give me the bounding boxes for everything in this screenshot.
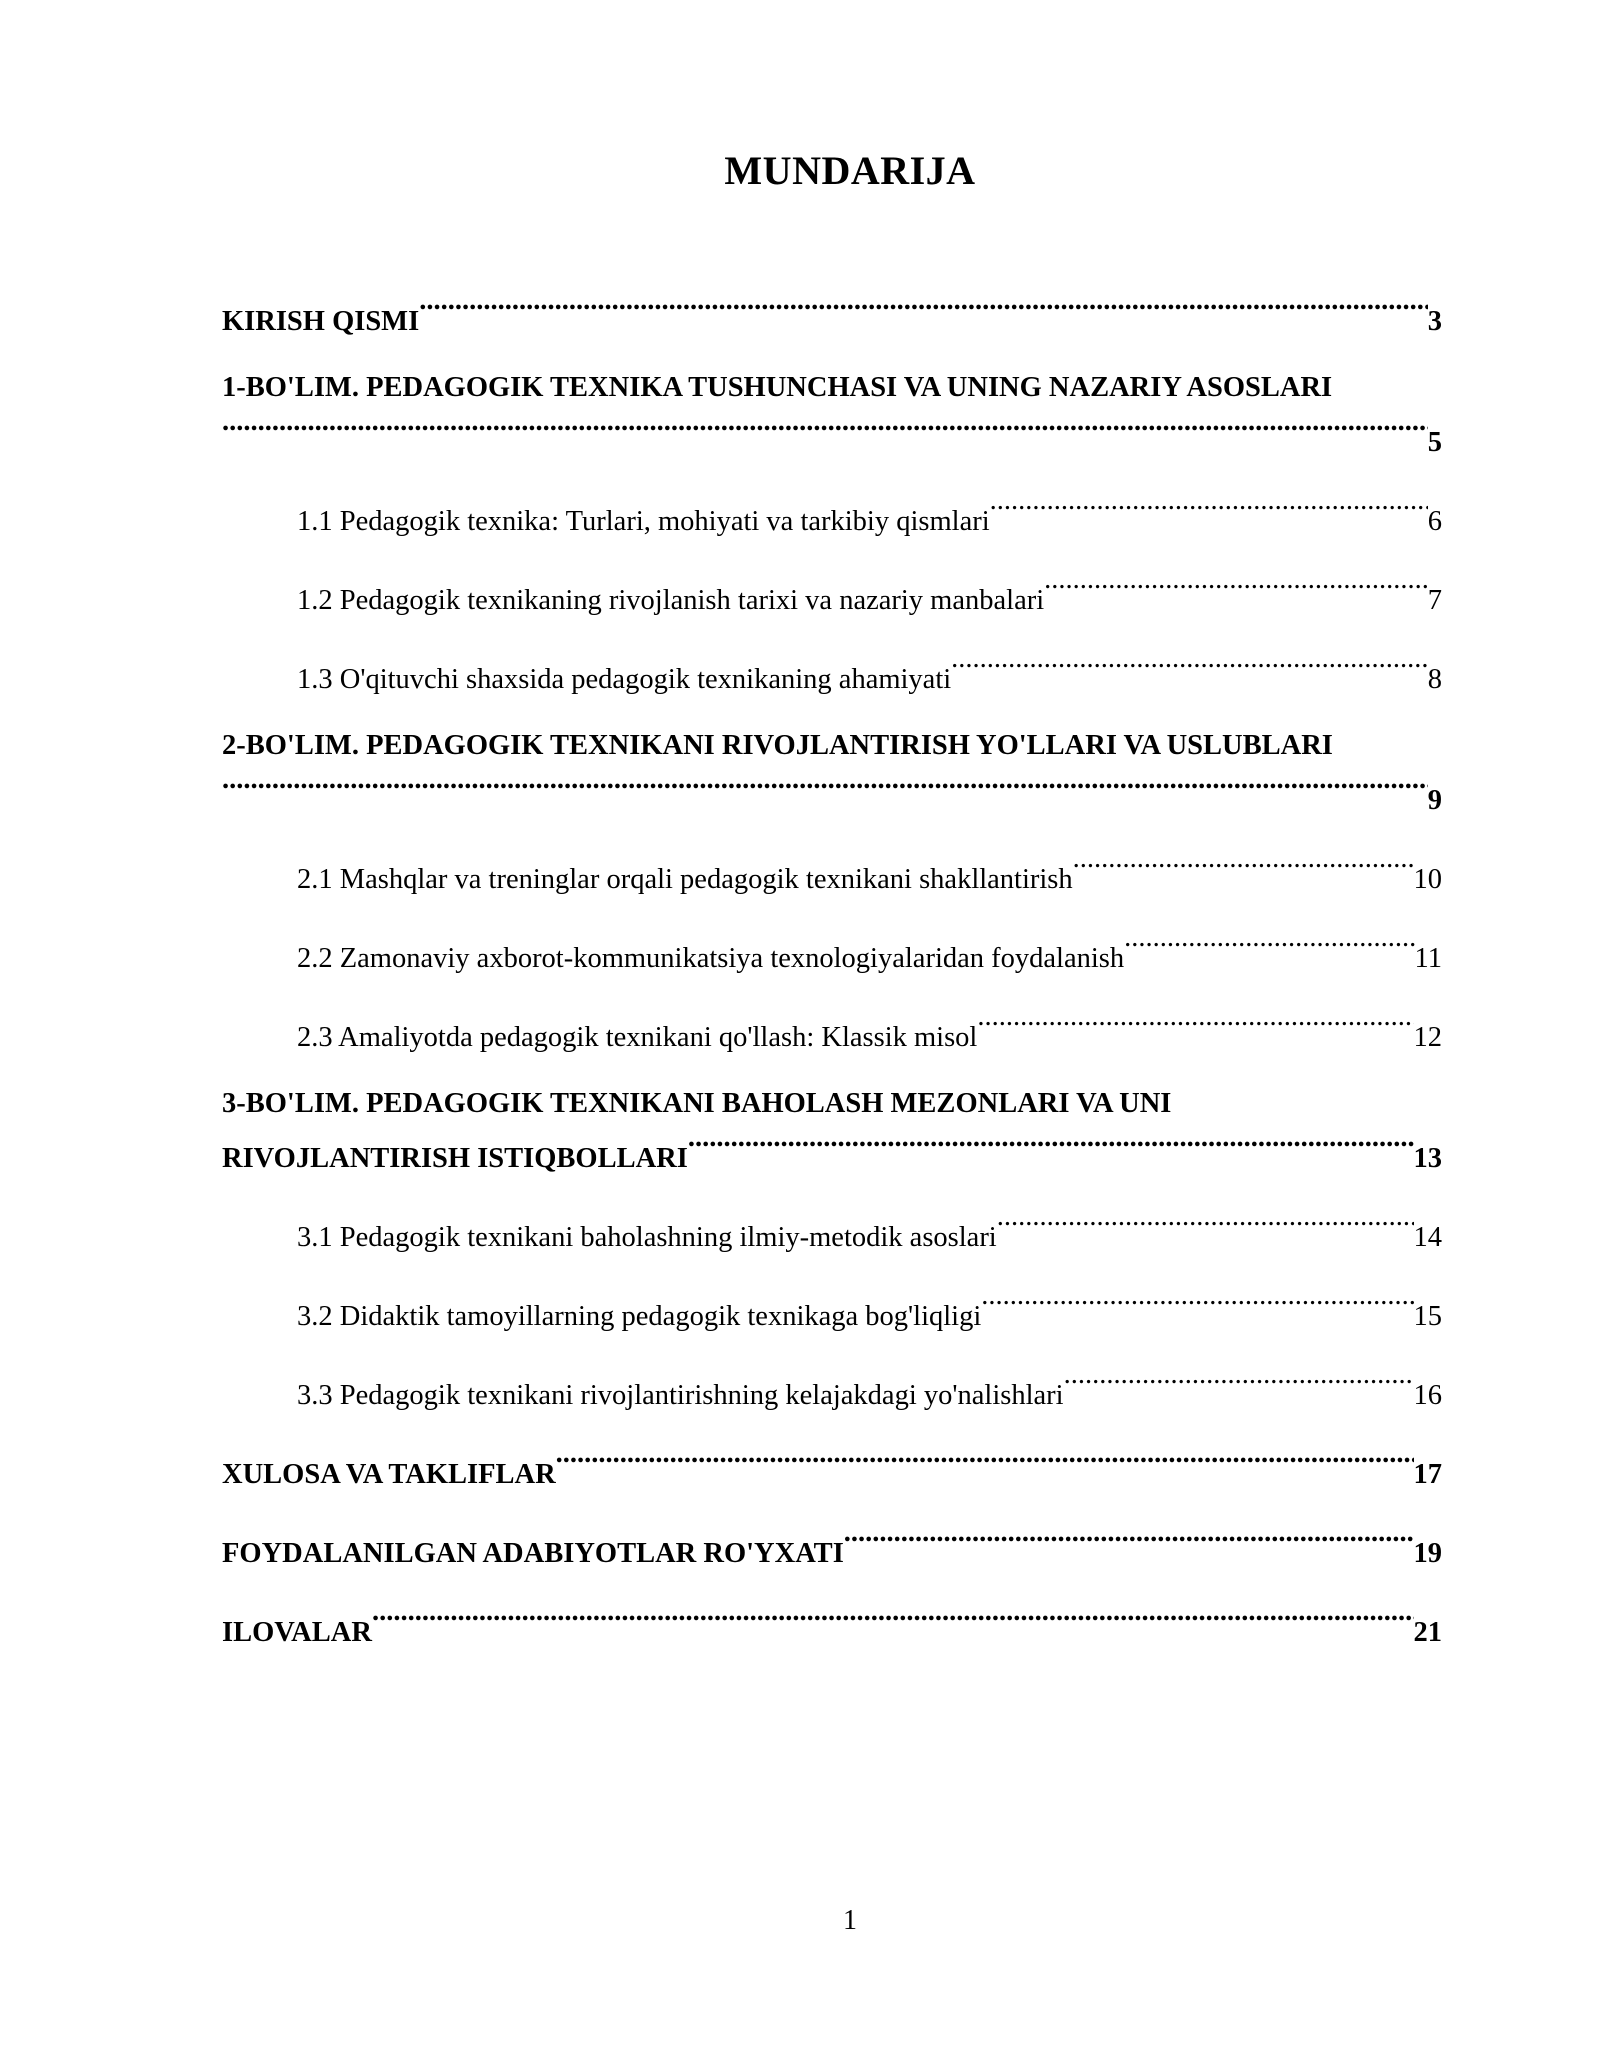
toc-entry-page: 7 bbox=[1427, 585, 1442, 616]
toc-entry-page: 21 bbox=[1413, 1617, 1442, 1648]
toc-entry-page: 13 bbox=[1413, 1143, 1442, 1174]
dot-leader bbox=[222, 409, 1428, 451]
toc-entry-page: 15 bbox=[1413, 1301, 1442, 1332]
toc-entry-label: ILOVALAR bbox=[222, 1617, 372, 1648]
toc-entry-label: 2.3 Amaliyotda pedagogik texnikani qo'llash: Klassik misol bbox=[297, 1022, 978, 1053]
toc-entry-label-line1: 1-BO'LIM. PEDAGOGIK TEXNIKA TUSHUNCHASI VA UNING NAZARIY ASOSLARI bbox=[222, 372, 1333, 403]
toc-entry-label: KIRISH QISMI bbox=[222, 306, 420, 337]
toc-entry-label: 3.3 Pedagogik texnikani rivojlantirishning kelajakdagi yo'nalishlari bbox=[297, 1380, 1064, 1411]
dot-leader bbox=[1124, 925, 1414, 967]
toc-entry-label: FOYDALANILGAN ADABIYOTLAR RO'YXATI bbox=[222, 1538, 844, 1569]
toc-entry-page: 8 bbox=[1427, 664, 1442, 695]
toc-entry-section-1-2[interactable] bbox=[222, 567, 1442, 622]
toc-entry-section-1-1[interactable] bbox=[222, 488, 1442, 543]
toc-entry-page: 11 bbox=[1414, 943, 1442, 974]
dot-leader bbox=[222, 767, 1428, 809]
toc-entry-section-2-3[interactable] bbox=[222, 1004, 1442, 1059]
toc-title: MUNDARIJA bbox=[724, 148, 976, 193]
toc-entry-label-line1: 2-BO'LIM. PEDAGOGIK TEXNIKANI RIVOJLANTIRISH YO'LLARI VA USLUBLARI bbox=[222, 730, 1333, 761]
toc-entry-chapter-3[interactable] bbox=[222, 1083, 1442, 1180]
toc-entry-page: 10 bbox=[1413, 864, 1442, 895]
dot-leader bbox=[844, 1520, 1414, 1562]
toc-entry-chapter-1[interactable] bbox=[222, 367, 1442, 464]
toc-entry-label: 1.1 Pedagogik texnika: Turlari, mohiyati va tarkibiy qismlari bbox=[297, 506, 990, 537]
page-number: 1 bbox=[843, 1905, 857, 1936]
table-of-contents bbox=[222, 288, 1442, 1654]
toc-entry-conclusion[interactable] bbox=[222, 1441, 1442, 1496]
dot-leader bbox=[556, 1441, 1414, 1483]
dot-leader bbox=[951, 646, 1428, 688]
toc-entry-page: 17 bbox=[1413, 1459, 1442, 1490]
toc-entry-section-3-1[interactable] bbox=[222, 1204, 1442, 1259]
toc-entry-references[interactable] bbox=[222, 1520, 1442, 1575]
toc-entry-page: 5 bbox=[1427, 427, 1442, 458]
toc-entry-section-1-3[interactable] bbox=[222, 646, 1442, 701]
toc-entry-label-line1: 3-BO'LIM. PEDAGOGIK TEXNIKANI BAHOLASH MEZONLARI VA UNI bbox=[222, 1088, 1172, 1119]
dot-leader bbox=[990, 488, 1428, 530]
dot-leader bbox=[981, 1283, 1413, 1325]
dot-leader bbox=[997, 1204, 1414, 1246]
toc-entry-page: 6 bbox=[1427, 506, 1442, 537]
toc-entry-page: 16 bbox=[1413, 1380, 1442, 1411]
toc-entry-section-3-3[interactable] bbox=[222, 1362, 1442, 1417]
toc-entry-label: 3.1 Pedagogik texnikani baholashning ilmiy-metodik asoslari bbox=[297, 1222, 997, 1253]
toc-entry-label: 2.1 Mashqlar va treninglar orqali pedagogik texnikani shakllantirish bbox=[297, 864, 1073, 895]
dot-leader bbox=[1044, 567, 1428, 609]
toc-entry-label: 1.2 Pedagogik texnikaning rivojlanish tarixi va nazariy manbalari bbox=[297, 585, 1045, 616]
toc-entry-label: XULOSA VA TAKLIFLAR bbox=[222, 1459, 556, 1490]
toc-entry-appendices[interactable] bbox=[222, 1599, 1442, 1654]
dot-leader bbox=[1064, 1362, 1414, 1404]
toc-entry-introduction[interactable] bbox=[222, 288, 1442, 343]
toc-entry-page: 9 bbox=[1427, 785, 1442, 816]
toc-entry-label: RIVOJLANTIRISH ISTIQBOLLARI bbox=[222, 1143, 688, 1174]
toc-entry-page: 12 bbox=[1413, 1022, 1442, 1053]
dot-leader bbox=[977, 1004, 1413, 1046]
toc-entry-page: 3 bbox=[1427, 306, 1442, 337]
toc-entry-chapter-2[interactable] bbox=[222, 725, 1442, 822]
toc-entry-label: 3.2 Didaktik tamoyillarning pedagogik texnikaga bog'liqligi bbox=[297, 1301, 982, 1332]
toc-entry-page: 14 bbox=[1413, 1222, 1442, 1253]
toc-entry-section-2-1[interactable] bbox=[222, 846, 1442, 901]
dot-leader bbox=[419, 288, 1428, 330]
dot-leader bbox=[1073, 846, 1414, 888]
toc-entry-section-2-2[interactable] bbox=[222, 925, 1442, 980]
toc-entry-label: 1.3 O'qituvchi shaxsida pedagogik texnikaning ahamiyati bbox=[297, 664, 952, 695]
toc-entry-label: 2.2 Zamonaviy axborot-kommunikatsiya texnologiyalaridan foydalanish bbox=[297, 943, 1125, 974]
dot-leader bbox=[372, 1599, 1414, 1641]
dot-leader bbox=[688, 1125, 1414, 1167]
toc-entry-section-3-2[interactable] bbox=[222, 1283, 1442, 1338]
toc-entry-page: 19 bbox=[1413, 1538, 1442, 1569]
